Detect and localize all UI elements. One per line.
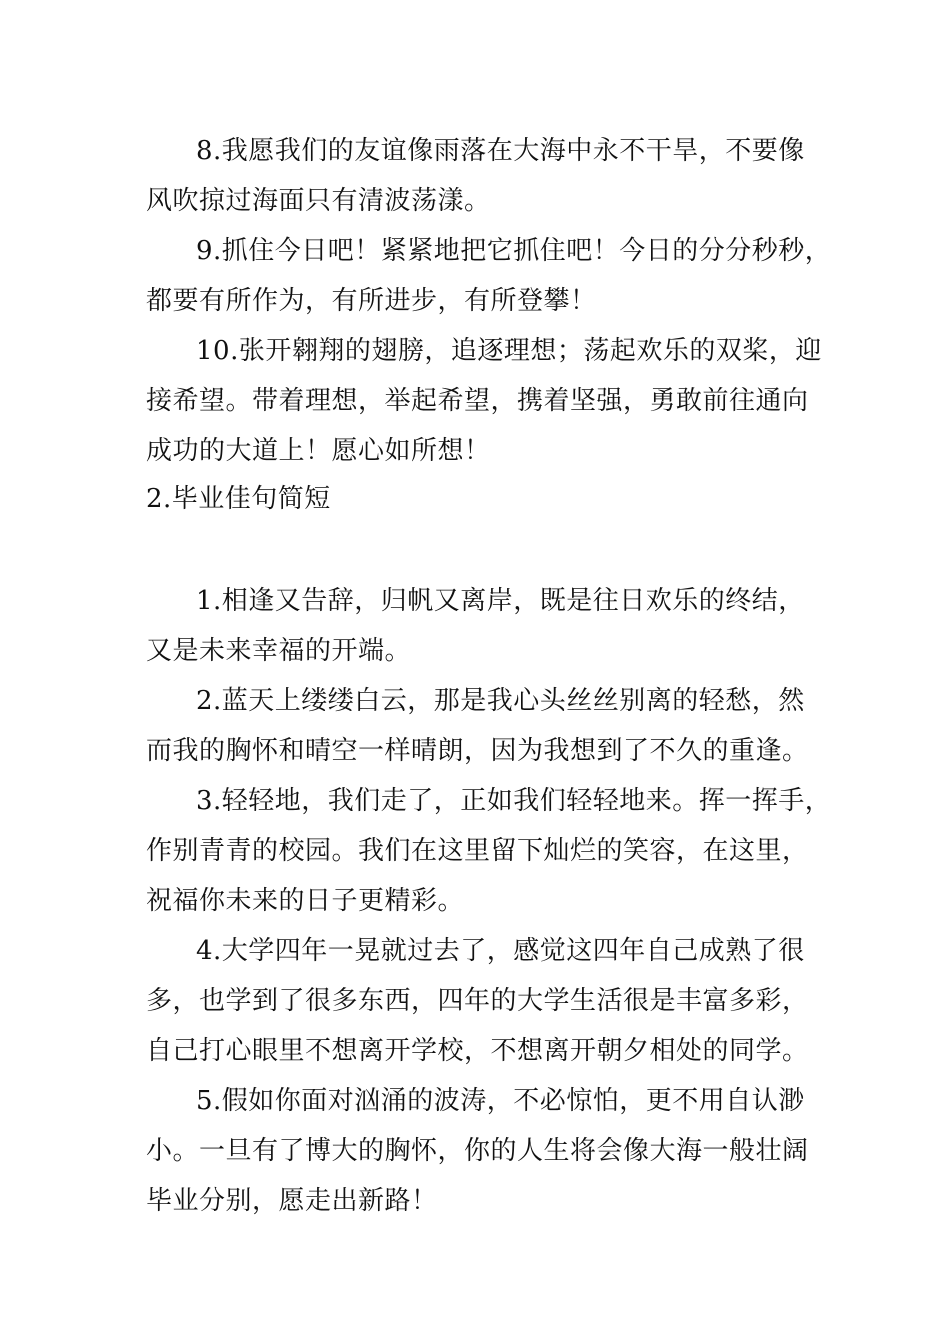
paragraph-line: 多，也学到了很多东西，四年的大学生活很是丰富多彩， — [146, 986, 809, 1016]
paragraph-line: 又是未来幸福的开端。 — [146, 636, 412, 666]
paragraph-line: 都要有所作为，有所进步，有所登攀！ — [146, 286, 597, 316]
paragraph-line: 5.假如你面对汹涌的波涛，不必惊怕，更不用自认渺 — [196, 1086, 805, 1116]
paragraph-line: 小。一旦有了博大的胸怀，你的人生将会像大海一般壮阔 — [146, 1136, 809, 1166]
paragraph-line: 9.抓住今日吧！紧紧地把它抓住吧！今日的分分秒秒， — [196, 236, 832, 266]
paragraph-line: 10.张开翱翔的翅膀，追逐理想；荡起欢乐的双桨，迎 — [196, 336, 822, 366]
paragraph-line: 自己打心眼里不想离开学校，不想离开朝夕相处的同学。 — [146, 1036, 809, 1066]
paragraph-line: 4.大学四年一晃就过去了，感觉这四年自己成熟了很 — [196, 936, 805, 966]
paragraph-line: 祝福你未来的日子更精彩。 — [146, 886, 465, 916]
paragraph-line: 而我的胸怀和晴空一样晴朗，因为我想到了不久的重逢。 — [146, 736, 809, 766]
paragraph-line: 作别青青的校园。我们在这里留下灿烂的笑容，在这里， — [146, 836, 809, 866]
paragraph-line: 接希望。带着理想，举起希望，携着坚强，勇敢前往通向 — [146, 386, 809, 416]
paragraph-line: 2.蓝天上缕缕白云，那是我心头丝丝别离的轻愁，然 — [196, 686, 805, 716]
paragraph-line: 1.相逢又告辞，归帆又离岸，既是往日欢乐的终结， — [196, 586, 805, 616]
paragraph-line: 毕业分别，愿走出新路！ — [146, 1186, 438, 1216]
paragraph-line: 成功的大道上！愿心如所想！ — [146, 436, 491, 466]
paragraph-line: 3.轻轻地，我们走了，正如我们轻轻地来。挥一挥手， — [196, 786, 832, 816]
paragraph-line: 8.我愿我们的友谊像雨落在大海中永不干旱，不要像 — [196, 136, 805, 166]
paragraph-line: 风吹掠过海面只有清波荡漾。 — [146, 186, 491, 216]
section-heading: 2.毕业佳句简短 — [146, 484, 331, 514]
